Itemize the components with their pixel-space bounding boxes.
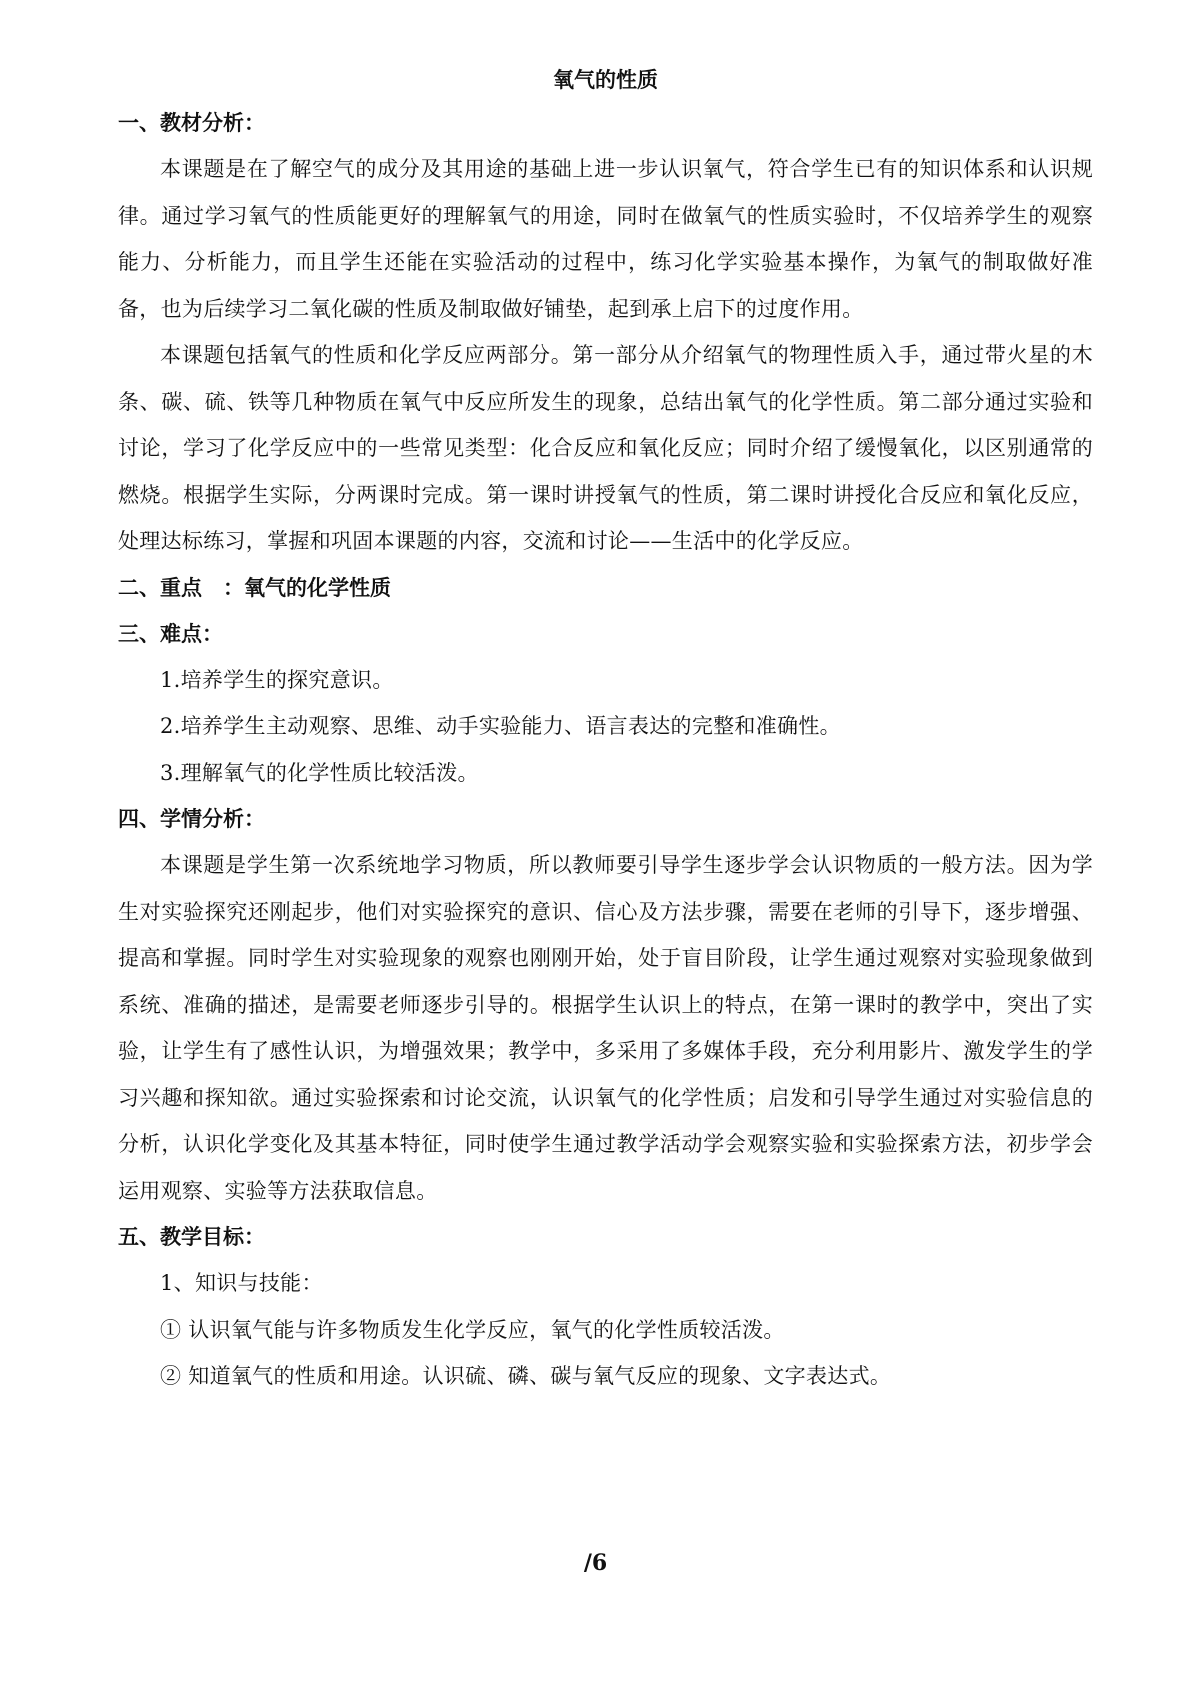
paragraph-student-analysis: 本课题是学生第一次系统地学习物质，所以教师要引导学生逐步学会认识物质的一般方法。因为学生对实验探究还刚起步，他们对实验探究的意识、信心及方法步骤，需要在老师的引导下，逐步增强、提高和掌握。同时学生对实验现象的观察也刚刚开始，处于盲目阶段，让学生通过观察对实验现象做到系统、准确的描述，是需要老师逐步引导的。根据学生认识上的特点，在第一课时的教学中，突出了实验，让学生有了感性认识，为增强效果；教学中，多采用了多媒体手段，充分利用影片、激发学生的学习兴趣和探知欲。通过实验探索和讨论交流，认识氧气的化学性质；启发和引导学生通过对实验信息的分析，认识化学变化及其基本特征，同时使学生通过教学活动学会观察实验和实验探索方法，初步学会运用观察、实验等方法获取信息。 xyxy=(118,853,1093,1203)
section-heading-student-analysis: 四、学情分析： xyxy=(118,806,265,831)
document-title: 氧气的性质 xyxy=(553,67,658,92)
paragraph-textbook-analysis-1: 本课题是在了解空气的成分及其用途的基础上进一步认识氧气，符合学生已有的知识体系和认识规律。通过学习氧气的性质能更好的理解氧气的用途，同时在做氧气的性质实验时，不仅培养学生的观察能力、分析能力，而且学生还能在实验活动的过程中，练习化学实验基本操作，为氧气的制取做好准备，也为后续学习二氧化碳的性质及制取做好铺垫，起到承上启下的过度作用。 xyxy=(118,157,1093,321)
section-heading-teaching-goals: 五、教学目标： xyxy=(118,1224,265,1249)
document-page xyxy=(118,60,1093,1400)
page-number: /6 xyxy=(583,1550,608,1576)
difficulty-item-1: 1.培养学生的探究意识。 xyxy=(160,667,394,692)
difficulty-item-3: 3.理解氧气的化学性质比较活泼。 xyxy=(160,760,479,785)
section-heading-key-points: 二、重点 ：氧气的化学性质 xyxy=(118,574,391,600)
section-heading-difficulties: 三、难点： xyxy=(118,620,223,646)
goal-item-1: 1、知识与技能： xyxy=(160,1271,323,1295)
difficulty-item-2: 2.培养学生主动观察、思维、动手实验能力、语言表达的完整和准确性。 xyxy=(160,714,841,738)
goal-item-3: ② 知道氧气的性质和用途。认识硫、磷、碳与氧气反应的现象、文字表达式。 xyxy=(160,1364,892,1388)
paragraph-textbook-analysis-2: 本课题包括氧气的性质和化学反应两部分。第一部分从介绍氧气的物理性质入手，通过带火星的木条、碳、硫、铁等几种物质在氧气中反应所发生的现象，总结出氧气的化学性质。第二部分通过实验和讨论，学习了化学反应中的一些常见类型：化合反应和氧化反应；同时介绍了缓慢氧化，以区别通常的燃烧。根据学生实际，分两课时完成。第一课时讲授氧气的性质，第二课时讲授化合反应和氧化反应，处理达标练习，掌握和巩固本课题的内容，交流和讨论——生活中的化学反应。 xyxy=(118,343,1093,553)
goal-item-2: ① 认识氧气能与许多物质发生化学反应，氧气的化学性质较活泼。 xyxy=(160,1317,785,1342)
section-heading-textbook-analysis: 一、教材分析： xyxy=(118,110,265,135)
